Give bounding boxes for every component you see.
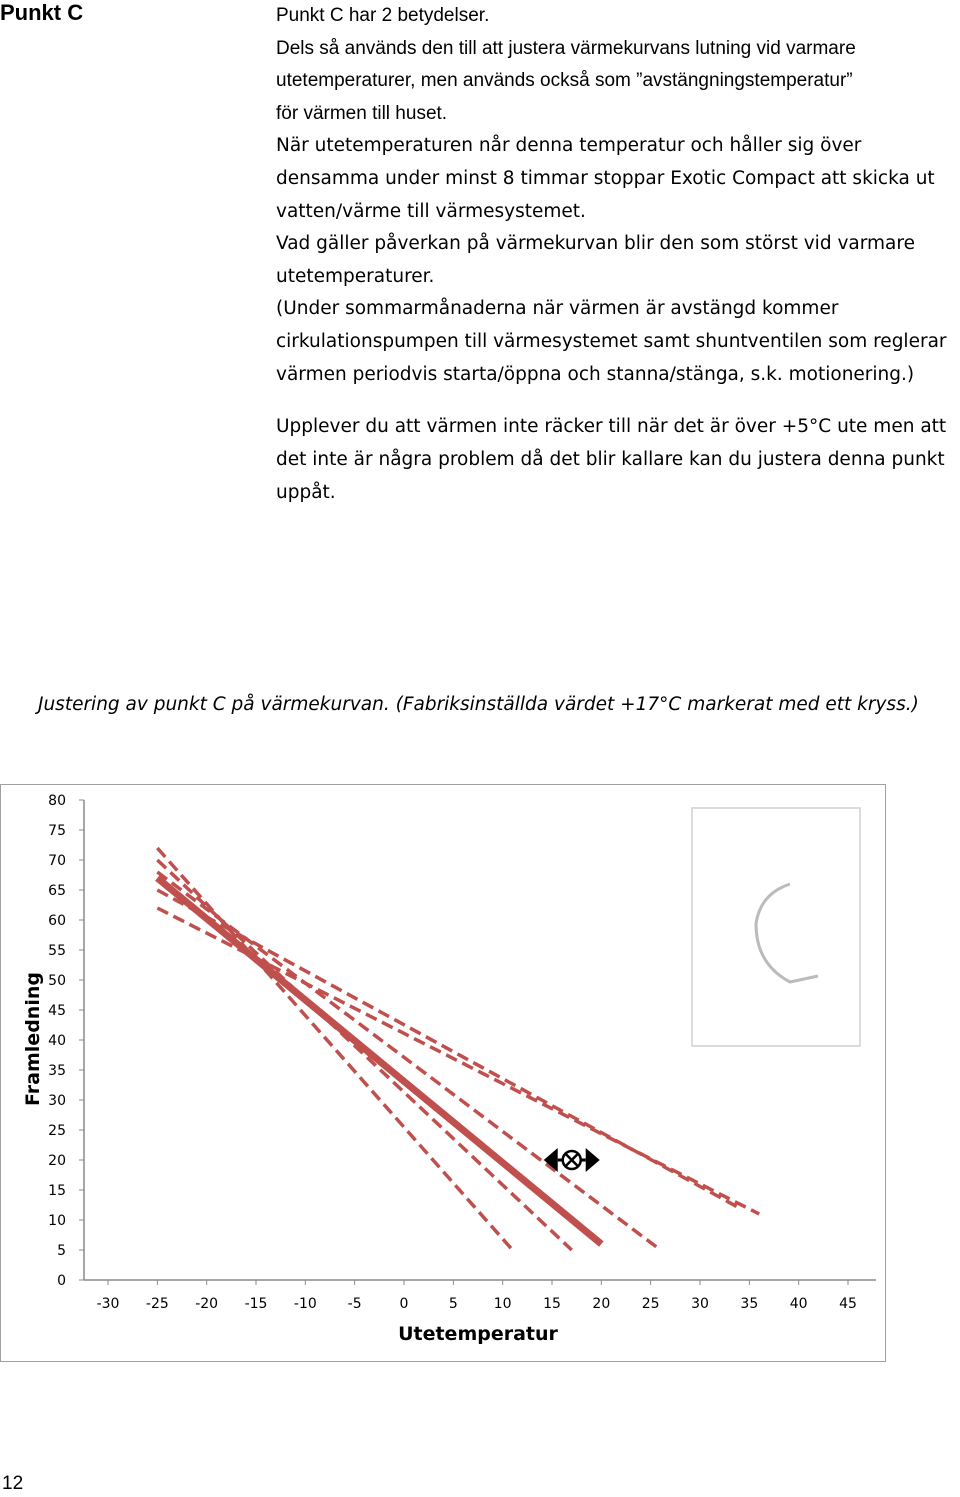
x-tick-label: -20 [195,1296,219,1312]
series-line-dashed [157,848,512,1250]
x-tick-label: 35 [740,1296,759,1312]
text-line: uppåt. [276,482,336,503]
x-tick-label: -5 [347,1296,362,1312]
x-tick-label: 20 [592,1296,611,1312]
x-tick-label: 10 [493,1296,512,1312]
y-tick-label: 35 [48,1063,66,1079]
x-tick-label: -10 [293,1296,317,1312]
y-tick-label: 5 [57,1243,66,1259]
series-line-dashed [157,890,739,1208]
text-line: Upplever du att värmen inte räcker till när det är över +5°C ute men att [276,416,947,437]
chart-caption: Justering av punkt C på värmekurvan. (Fabriksinställda värdet +17°C markerat med ett kryss.) [38,694,919,715]
paragraph-1 [276,0,960,391]
text-line: densamma under minst 8 timmar stoppar Exotic Compact att skicka ut [276,167,935,189]
x-tick-label: -15 [244,1296,268,1312]
x-tick-label: 45 [839,1296,857,1312]
y-tick-label: 45 [48,1003,66,1019]
text-line: Punkt C har 2 betydelser. [276,5,490,26]
text-line: utetemperaturer. [276,265,435,287]
series-line-dashed [157,872,660,1250]
text-line: utetemperaturer, men används också som ”avstängningstemperatur” [276,70,853,92]
y-tick-label: 10 [48,1213,66,1229]
x-tick-label: 40 [789,1296,808,1312]
y-tick-label: 55 [48,943,66,959]
text-line: för värmen till huset. [276,102,448,124]
y-tick-label: 65 [48,883,66,899]
text-line: vatten/värme till värmesystemet. [276,200,586,222]
y-tick-label: 0 [57,1273,66,1289]
page-number: 12 [2,1473,24,1494]
text-line: Dels så används den till att justera värmekurvans lutning vid varmare [276,37,856,59]
x-axis-title: Utetemperatur [398,1323,558,1345]
heating-curve-chart [0,784,886,1362]
y-tick-label: 25 [48,1123,66,1139]
x-tick-label: -25 [145,1296,169,1312]
legend-box [692,808,860,1046]
y-tick-label: 15 [48,1183,66,1199]
y-tick-label: 20 [48,1153,66,1169]
text-line: När utetemperaturen når denna temperatur och håller sig över [276,135,862,157]
x-tick-label: -30 [96,1296,120,1312]
x-tick-label: 30 [691,1296,709,1312]
text-line: (Under sommarmånaderna när värmen är avstängd kommer [276,298,839,320]
y-axis-title: Framledning [22,972,44,1106]
y-tick-label: 50 [48,973,66,989]
x-tick-label: 25 [641,1296,660,1312]
text-line: värmen periodvis starta/öppna och stanna/stänga, s.k. motionering.) [276,363,915,385]
y-tick-label: 75 [48,823,66,839]
y-tick-label: 80 [48,793,66,809]
text-line: det inte är några problem då det blir kallare kan du justera denna punkt [276,449,945,470]
y-tick-label: 30 [48,1093,66,1109]
marker-arrow-right [586,1148,600,1172]
x-tick-label: 0 [399,1296,409,1312]
section-heading: Punkt C [0,0,84,25]
y-tick-label: 70 [48,853,66,869]
y-tick-label: 40 [48,1033,66,1049]
y-tick-label: 60 [48,913,66,929]
x-tick-label: 5 [448,1296,458,1312]
text-line: cirkulationspumpen till värmesystemet samt shuntventilen som reglerar [276,330,947,352]
x-tick-label: 15 [543,1296,561,1312]
series-line-main [157,878,601,1244]
text-line: Vad gäller påverkan på värmekurvan blir den som störst vid varmare [276,233,915,255]
paragraph-2 [276,410,960,509]
